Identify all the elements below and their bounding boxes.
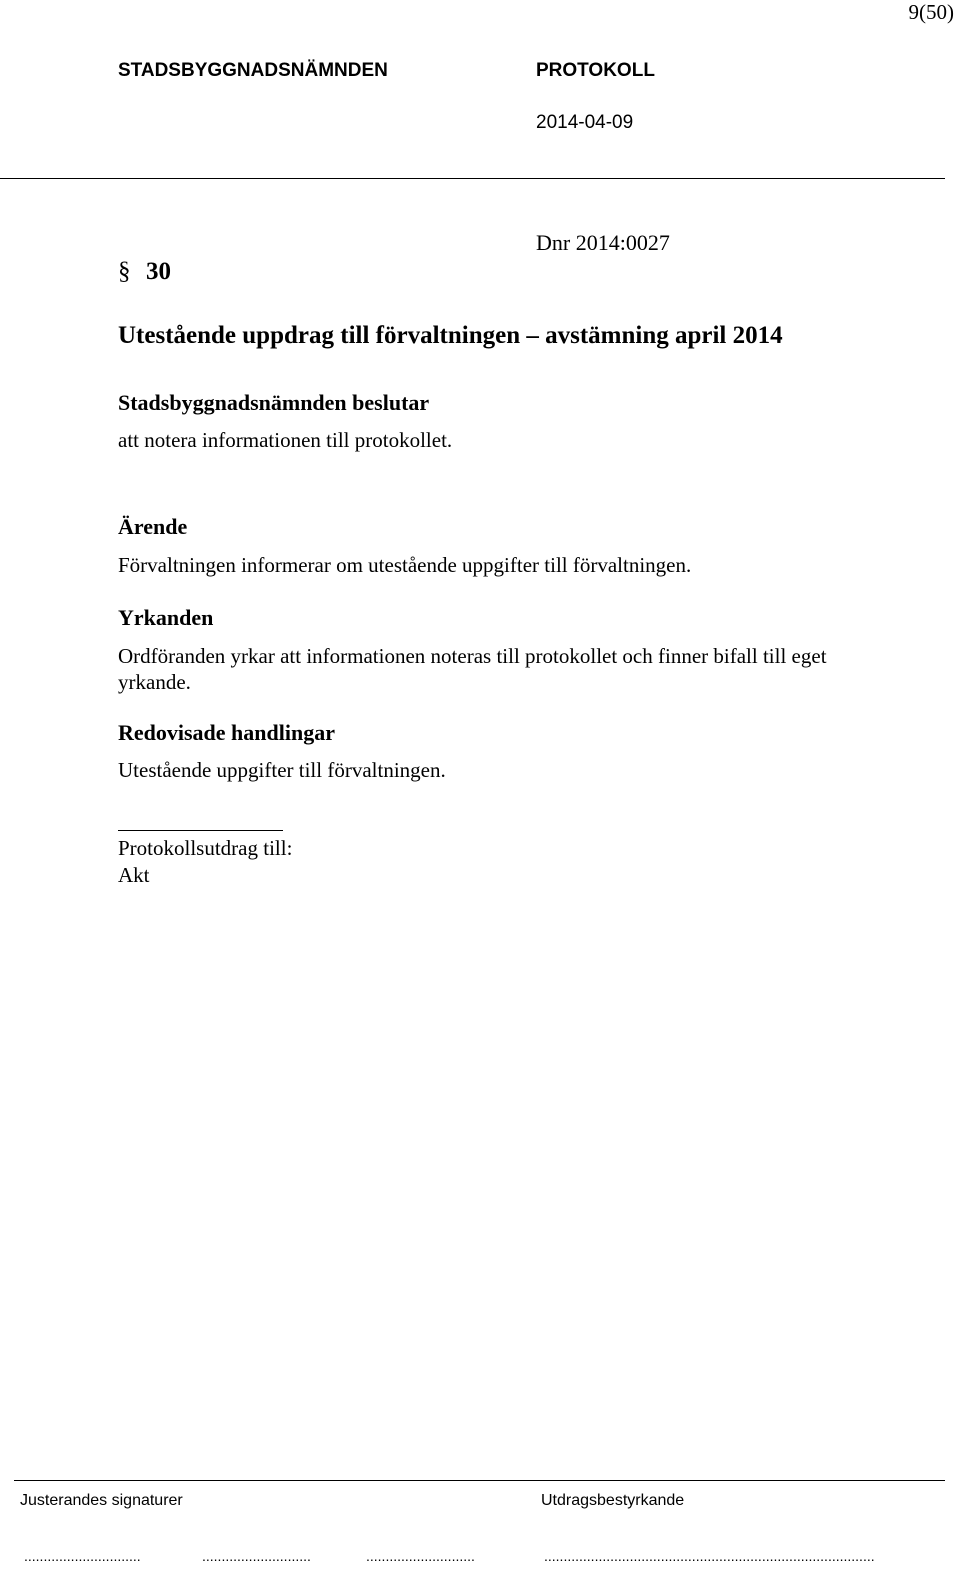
organization-name: STADSBYGGNADSNÄMNDEN <box>118 60 388 81</box>
yrkanden-heading: Yrkanden <box>118 605 214 630</box>
footer-divider <box>14 1480 945 1481</box>
decision-heading: Stadsbyggnadsnämnden beslutar <box>118 390 430 415</box>
utdrag-label: Protokollsutdrag till: <box>118 836 293 860</box>
document-date: 2014-04-09 <box>536 112 634 133</box>
arende-heading: Ärende <box>118 514 188 539</box>
yrkanden-text: Ordföranden yrkar att informationen noteras till protokollet och finner bifall till eget yrkande. <box>118 644 827 694</box>
section-title: Utestående uppdrag till förvaltningen – avstämning april 2014 <box>118 322 783 349</box>
signature-line: ............................ <box>202 1548 311 1564</box>
utdrag-divider <box>118 830 283 831</box>
signature-line: .............................. <box>24 1548 141 1564</box>
diary-number: Dnr 2014:0027 <box>536 230 670 255</box>
footer-certification-label: Utdragsbestyrkande <box>541 1492 685 1509</box>
signature-line: ............................ <box>366 1548 475 1564</box>
arende-text: Förvaltningen informerar om utestående uppgifter till förvaltningen. <box>118 553 692 577</box>
section-number: 30 <box>146 258 171 285</box>
header-divider <box>0 178 945 179</box>
document-type: PROTOKOLL <box>536 60 655 81</box>
decision-text: att notera informationen till protokollet. <box>118 428 453 452</box>
utdrag-recipient: Akt <box>118 863 150 887</box>
footer-signatures-label: Justerandes signaturer <box>20 1492 183 1509</box>
page-number: 9(50) <box>908 0 954 24</box>
redovisade-text: Utestående uppgifter till förvaltningen. <box>118 758 446 782</box>
redovisade-heading: Redovisade handlingar <box>118 720 335 745</box>
section-sign-icon: § <box>118 258 131 285</box>
certification-line: ..................................................................................... <box>544 1548 875 1564</box>
